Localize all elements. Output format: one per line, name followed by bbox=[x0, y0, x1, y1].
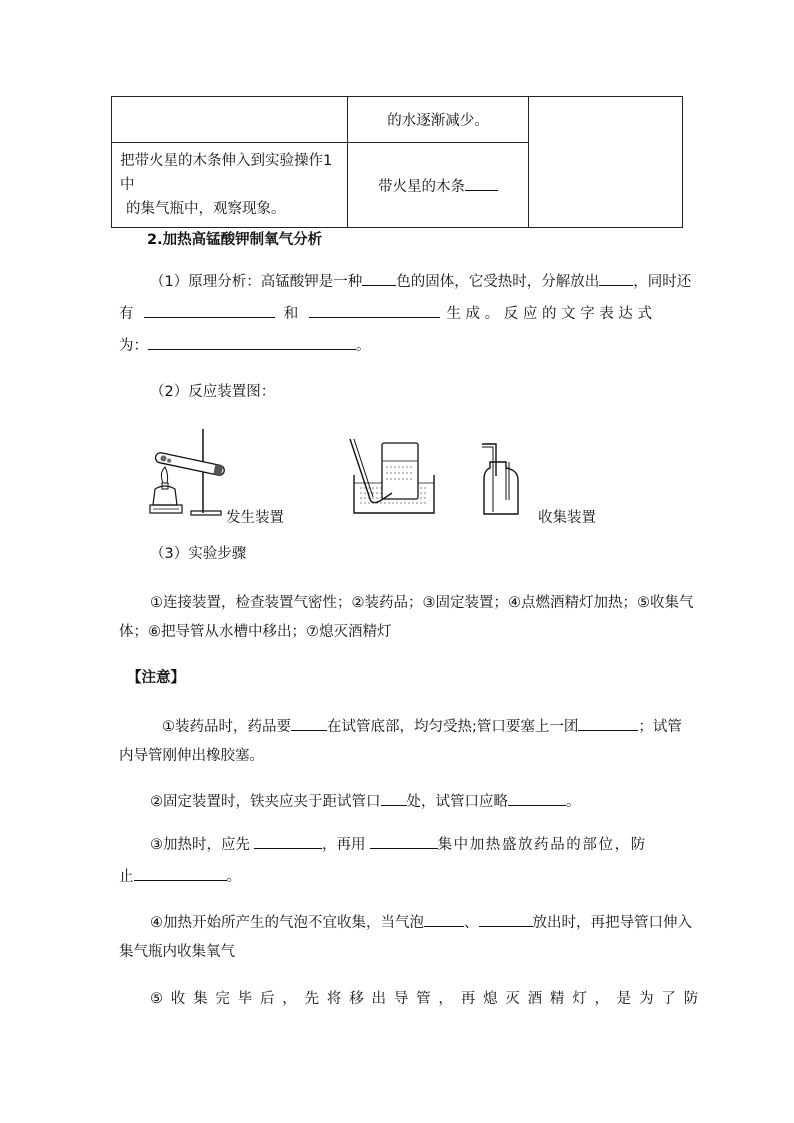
text: ④加热开始所产生的气泡不宜收集，当气泡 bbox=[150, 915, 424, 931]
notes-heading: 【注意】 bbox=[127, 670, 185, 686]
text: ，再用 bbox=[322, 837, 366, 853]
text: （1）原理分析：高锰酸钾是一种 bbox=[150, 274, 363, 290]
text: 止 bbox=[119, 869, 134, 885]
answer-blank[interactable] bbox=[465, 176, 498, 191]
note-3-line-2 bbox=[119, 861, 241, 893]
answer-blank[interactable] bbox=[370, 834, 438, 849]
steps-line-1: ①连接装置，检查装置气密性；②装药品；③固定装置；④点燃酒精灯加热；⑤收集气 bbox=[150, 595, 694, 611]
text: 在试管底部，均匀受热;管口要塞上一团 bbox=[327, 719, 579, 735]
answer-blank[interactable] bbox=[134, 866, 227, 881]
text: 处，试管口应略 bbox=[406, 794, 508, 810]
text: ①装药品时，药品要 bbox=[162, 719, 291, 735]
table-cell bbox=[348, 143, 529, 228]
answer-blank[interactable] bbox=[381, 791, 407, 806]
text: 生 成 。 反 应 的 文 字 表 达 式 bbox=[446, 306, 653, 322]
note-1-line-1 bbox=[162, 711, 682, 743]
note-2 bbox=[150, 786, 581, 818]
generation-label: 发生装置 bbox=[226, 510, 284, 526]
text: ；试管 bbox=[638, 719, 682, 735]
steps-title: （3）实验步骤 bbox=[150, 546, 247, 562]
text: 有 bbox=[119, 306, 134, 322]
answer-blank[interactable] bbox=[479, 912, 533, 927]
table-row bbox=[112, 97, 683, 143]
answer-blank[interactable] bbox=[144, 303, 275, 318]
text: 色的固体，它受热时，分解放出 bbox=[396, 274, 600, 290]
text: ，同时还 bbox=[633, 274, 692, 290]
cell-text: 的集气瓶中，观察现象。 bbox=[126, 201, 286, 217]
answer-blank[interactable] bbox=[424, 912, 464, 927]
water-collection-diagram bbox=[340, 435, 440, 517]
text: 集中加热盛放药品的部位，防 bbox=[437, 837, 647, 853]
generation-apparatus-diagram bbox=[145, 425, 230, 520]
section-heading: 2.加热高锰酸钾制氧气分析 bbox=[147, 232, 323, 248]
collection-bottle-diagram bbox=[480, 440, 525, 518]
table-cell bbox=[529, 97, 683, 228]
table-cell bbox=[112, 97, 348, 143]
results-table bbox=[111, 96, 683, 228]
answer-blank[interactable] bbox=[148, 335, 356, 350]
apparatus-title: （2）反应装置图： bbox=[150, 384, 276, 400]
note-4-line-2: 集气瓶内收集氧气 bbox=[119, 944, 235, 960]
answer-blank[interactable] bbox=[254, 834, 322, 849]
cell-text: 带火星的木条 bbox=[378, 178, 465, 195]
text: 。 bbox=[226, 869, 241, 885]
text: 和 bbox=[283, 306, 299, 322]
answer-blank[interactable] bbox=[508, 791, 566, 806]
principle-line-2 bbox=[119, 298, 652, 330]
answer-blank[interactable] bbox=[599, 271, 633, 286]
table-cell bbox=[348, 97, 529, 143]
answer-blank[interactable] bbox=[309, 303, 440, 318]
text: ③加热时，应先 bbox=[150, 837, 250, 853]
answer-blank[interactable] bbox=[362, 271, 396, 286]
principle-line-1 bbox=[150, 266, 691, 298]
text: 放出时，再把导管口伸入 bbox=[532, 915, 692, 931]
note-1-line-2: 内导管刚伸出橡胶塞。 bbox=[119, 748, 264, 764]
note-3-line-1 bbox=[150, 829, 647, 861]
text: ②固定装置时，铁夹应夹于距试管口 bbox=[150, 794, 381, 810]
principle-line-3 bbox=[119, 330, 371, 362]
table-cell bbox=[112, 143, 348, 228]
cell-text: 把带火星的木条伸入到实验操作1中 bbox=[120, 153, 333, 193]
note-5: ⑤收集完毕后，先将移出导管，再熄灭酒精灯，是为了防 bbox=[150, 991, 706, 1007]
cell-text: 的水逐渐减少。 bbox=[387, 113, 489, 129]
text: 。 bbox=[356, 338, 371, 354]
text: 、 bbox=[464, 915, 479, 931]
note-4-line-1 bbox=[150, 907, 692, 939]
answer-blank[interactable] bbox=[291, 716, 327, 731]
collection-label: 收集装置 bbox=[538, 510, 596, 526]
answer-blank[interactable] bbox=[578, 716, 638, 731]
steps-line-2: 体；⑥把导管从水槽中移出；⑦熄灭酒精灯 bbox=[119, 624, 392, 640]
text: 为： bbox=[119, 338, 148, 354]
text: 。 bbox=[566, 794, 581, 810]
